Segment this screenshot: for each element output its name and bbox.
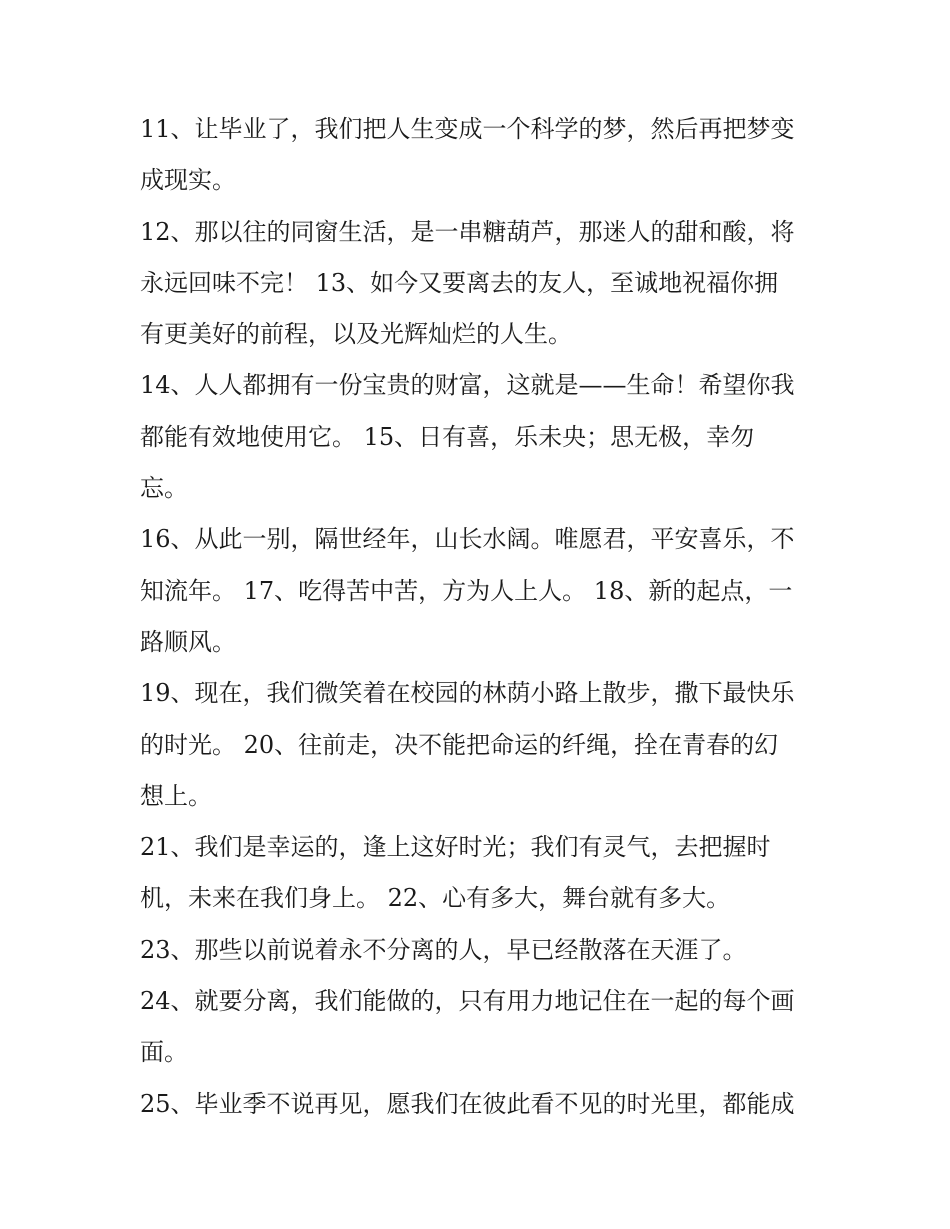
text-line: 永远回味不完！ 13、如今又要离去的友人，至诚地祝福你拥 [140,268,779,297]
text-line: 忘。 [140,474,188,503]
document-body [140,104,830,1130]
text-line: 的时光。 20、往前走，决不能把命运的纤绳，拴在青春的幻 [140,730,779,759]
text-line: 24、就要分离，我们能做的，只有用力地记住在一起的每个画 [140,987,795,1016]
text-line: 知流年。 17、吃得苦中苦，方为人上人。 18、新的起点，一 [140,576,793,605]
text-line: 面。 [140,1038,188,1067]
text-line: 25、毕业季不说再见，愿我们在彼此看不见的时光里，都能成 [140,1089,795,1118]
text-line: 都能有效地使用它。 15、日有喜，乐未央；思无极，幸勿 [140,422,755,451]
text-line: 11、让毕业了，我们把人生变成一个科学的梦，然后再把梦变 [140,115,795,143]
text-line: 14、人人都拥有一份宝贵的财富，这就是——生命！希望你我 [140,371,795,400]
text-line: 路顺风。 [140,627,236,656]
text-line: 想上。 [140,781,212,810]
text-line: 16、从此一别，隔世经年，山长水阔。唯愿君，平安喜乐，不 [140,525,795,554]
text-line: 机，未来在我们身上。 22、心有多大，舞台就有多大。 [140,884,731,913]
text-line: 19、现在，我们微笑着在校园的林荫小路上散步，撒下最快乐 [140,679,795,708]
text-line: 21、我们是幸运的，逢上这好时光；我们有灵气，去把握时 [140,833,771,862]
text-line: 23、那些以前说着永不分离的人，早已经散落在天涯了。 [140,935,747,964]
text-line: 成现实。 [140,166,236,195]
text-line: 12、那以往的同窗生活，是一串糖葫芦，那迷人的甜和酸，将 [140,217,795,246]
text-line: 有更美好的前程，以及光辉灿烂的人生。 [140,320,572,349]
